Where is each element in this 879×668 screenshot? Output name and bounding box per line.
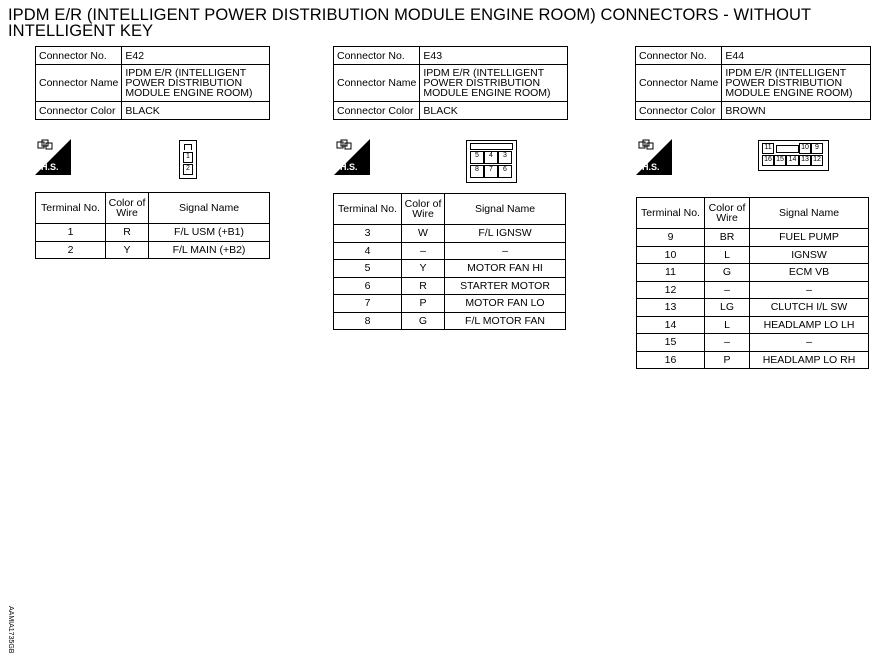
connector-info-e43 (333, 46, 568, 120)
connector-no-value: E42 (122, 47, 270, 65)
figure-code: AAMIA1735GB (7, 606, 14, 654)
table-row (334, 295, 566, 313)
wire-color: LG (705, 299, 750, 317)
signal-name: STARTER MOTOR (445, 277, 566, 295)
pin: 10 (799, 143, 811, 154)
signal-name: MOTOR FAN LO (445, 295, 566, 313)
pin: 4 (484, 151, 498, 164)
wire-color: G (705, 264, 750, 282)
connector-info-e44 (635, 46, 871, 120)
terminal-no: 10 (637, 246, 705, 264)
terminal-no: 13 (637, 299, 705, 317)
table-row (334, 225, 566, 243)
hs-label: H.S. (340, 162, 358, 172)
table-row (36, 224, 270, 242)
signal-name: CLUTCH I/L SW (750, 299, 869, 317)
connector-color-label: Connector Color (36, 102, 122, 120)
terminal-no: 14 (637, 316, 705, 334)
connector-info-e42 (35, 46, 270, 120)
terminal-table-e44 (636, 197, 869, 369)
hs-label: H.S. (642, 162, 660, 172)
connector-no-value: E43 (420, 47, 568, 65)
wire-color: – (402, 242, 445, 260)
pin: 8 (470, 165, 484, 178)
pin: 11 (762, 143, 774, 154)
signal-name: F/L MAIN (+B2) (149, 241, 270, 259)
pin: 13 (799, 155, 811, 166)
terminal-no: 3 (334, 225, 402, 243)
pin: 9 (811, 143, 823, 154)
pin: 14 (786, 155, 799, 166)
connector-face-e43 (466, 140, 517, 183)
connector-name-value: IPDM E/R (INTELLIGENT POWER DISTRIBUTION MODULE ENGINE ROOM) (122, 65, 270, 102)
harness-side-icon (35, 139, 71, 175)
signal-name: F/L IGNSW (445, 225, 566, 243)
connector-no-label: Connector No. (36, 47, 122, 65)
signal-name-header: Signal Name (149, 193, 270, 224)
wire-color: W (402, 225, 445, 243)
wire-color-header: Color of Wire (705, 198, 750, 229)
terminal-no: 2 (36, 241, 106, 259)
terminal-no: 1 (36, 224, 106, 242)
terminal-no: 11 (637, 264, 705, 282)
signal-name: F/L MOTOR FAN (445, 312, 566, 330)
connector-face-e42 (179, 140, 197, 179)
pin: 1 (183, 152, 193, 163)
signal-name: ECM VB (750, 264, 869, 282)
wire-color: R (402, 277, 445, 295)
table-row (637, 264, 869, 282)
connector-color-value: BROWN (722, 102, 871, 120)
connector-face-e44 (758, 140, 829, 171)
table-row (36, 241, 270, 259)
table-row (637, 351, 869, 369)
pin: 7 (484, 165, 498, 178)
connector-name-label: Connector Name (636, 65, 722, 102)
signal-name: FUEL PUMP (750, 229, 869, 247)
table-row (637, 299, 869, 317)
signal-name-header: Signal Name (445, 194, 566, 225)
connector-no-label: Connector No. (636, 47, 722, 65)
connector-color-label: Connector Color (636, 102, 722, 120)
terminal-no: 7 (334, 295, 402, 313)
terminal-no: 9 (637, 229, 705, 247)
connector-name-value: IPDM E/R (INTELLIGENT POWER DISTRIBUTION MODULE ENGINE ROOM) (722, 65, 871, 102)
terminal-no: 15 (637, 334, 705, 352)
terminal-no-header: Terminal No. (36, 193, 106, 224)
terminal-no: 16 (637, 351, 705, 369)
table-row (637, 229, 869, 247)
wire-color-header: Color of Wire (106, 193, 149, 224)
wire-color: Y (106, 241, 149, 259)
wire-color: Y (402, 260, 445, 278)
table-row (334, 260, 566, 278)
table-row (637, 246, 869, 264)
signal-name: – (445, 242, 566, 260)
connector-name-value: IPDM E/R (INTELLIGENT POWER DISTRIBUTION MODULE ENGINE ROOM) (420, 65, 568, 102)
wire-color: P (402, 295, 445, 313)
terminal-no: 5 (334, 260, 402, 278)
terminal-table-e43 (333, 193, 566, 330)
signal-name-header: Signal Name (750, 198, 869, 229)
signal-name: – (750, 334, 869, 352)
connector-color-value: BLACK (420, 102, 568, 120)
terminal-no: 12 (637, 281, 705, 299)
terminal-no-header: Terminal No. (334, 194, 402, 225)
signal-name: – (750, 281, 869, 299)
wire-color: BR (705, 229, 750, 247)
wire-color: R (106, 224, 149, 242)
wire-color: P (705, 351, 750, 369)
connector-no-label: Connector No. (334, 47, 420, 65)
signal-name: HEADLAMP LO LH (750, 316, 869, 334)
terminal-table-e42 (35, 192, 270, 259)
table-row (637, 281, 869, 299)
hs-label: H.S. (41, 162, 59, 172)
page-title: IPDM E/R (INTELLIGENT POWER DISTRIBUTION MODULE ENGINE ROOM) CONNECTORS - WITHOUT INTELLIGENT KEY (8, 6, 811, 40)
terminal-no: 4 (334, 242, 402, 260)
signal-name: HEADLAMP LO RH (750, 351, 869, 369)
wire-color: – (705, 281, 750, 299)
connector-color-value: BLACK (122, 102, 270, 120)
pin: 6 (498, 165, 512, 178)
pin: 15 (774, 155, 786, 166)
table-row (637, 316, 869, 334)
wire-color: G (402, 312, 445, 330)
signal-name: IGNSW (750, 246, 869, 264)
table-row (334, 242, 566, 260)
terminal-no: 6 (334, 277, 402, 295)
wire-color: L (705, 246, 750, 264)
connector-name-label: Connector Name (36, 65, 122, 102)
signal-name: F/L USM (+B1) (149, 224, 270, 242)
wire-color: L (705, 316, 750, 334)
signal-name: MOTOR FAN HI (445, 260, 566, 278)
pin: 16 (762, 155, 774, 166)
harness-side-icon (636, 139, 672, 175)
pin: 2 (183, 164, 193, 175)
terminal-no: 8 (334, 312, 402, 330)
table-row (334, 277, 566, 295)
terminal-no-header: Terminal No. (637, 198, 705, 229)
wire-color-header: Color of Wire (402, 194, 445, 225)
table-row (637, 334, 869, 352)
connector-name-label: Connector Name (334, 65, 420, 102)
pin: 5 (470, 151, 484, 164)
wire-color: – (705, 334, 750, 352)
connector-color-label: Connector Color (334, 102, 420, 120)
pin: 3 (498, 151, 512, 164)
pin: 12 (811, 155, 823, 166)
connector-no-value: E44 (722, 47, 871, 65)
table-row (334, 312, 566, 330)
harness-side-icon (334, 139, 370, 175)
